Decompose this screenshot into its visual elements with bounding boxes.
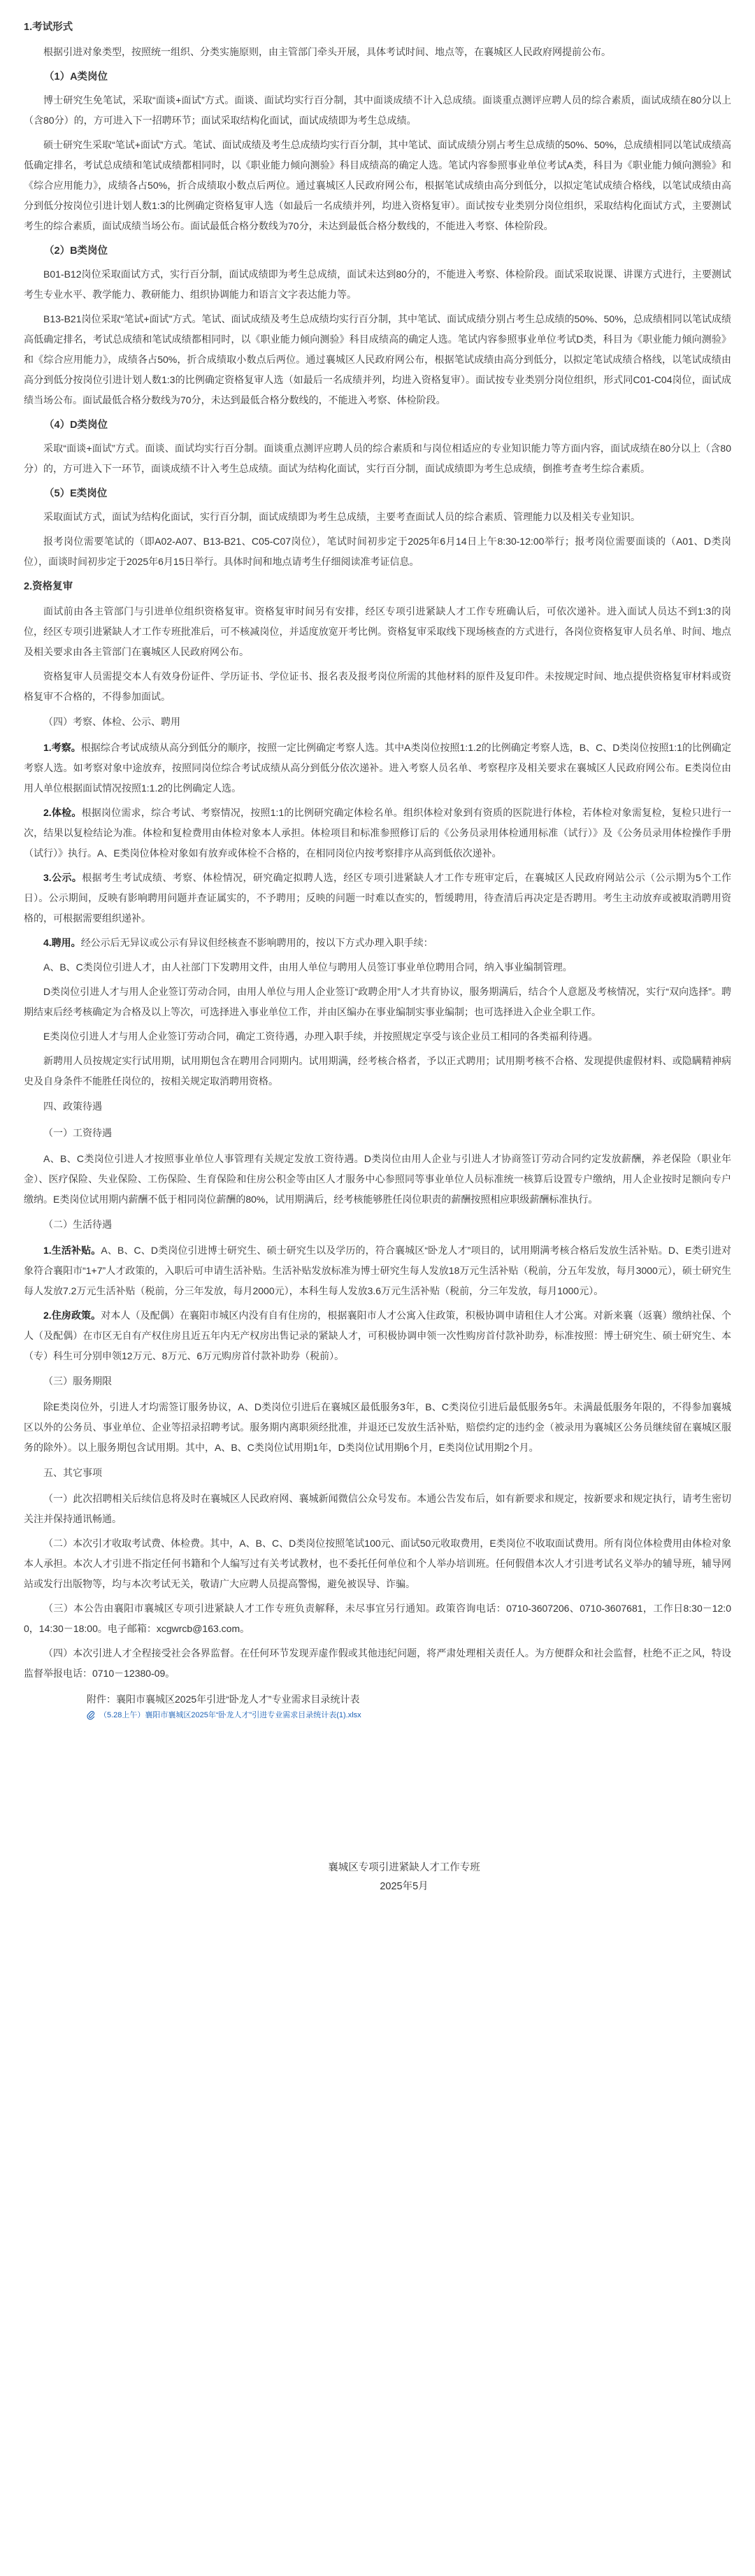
paragraph (24, 803, 731, 864)
section-heading: 1.考试形式 (24, 22, 73, 33)
paragraph-text: 经公示后无异议或公示有异议但经核查不影响聘用的，按以下方式办理入职手续： (80, 937, 433, 948)
subsection-heading: （4）D类岗位 (44, 420, 108, 431)
paragraph: 资格复审人员需提交本人有效身份证件、学历证书、学位证书、报名表及报考岗位所需的其他材料的原件及复印件。未按规定时间、地点提供资格复审材料或资格复审不合格的，不得参加面试。 (24, 671, 731, 702)
signature-date: 2025年5月 (380, 1881, 429, 1892)
attachment-label: 附件：襄阳市襄城区2025年引进“卧龙人才”专业需求目录统计表 (87, 1694, 360, 1705)
paragraph: 新聘用人员按规定实行试用期，试用期包含在聘用合同期内。试用期满，经考核合格者，予以正式聘用；试用期考核不合格、发现提供虚假材料、或隐瞒精神病史及自身条件不能胜任岗位的，按相关规定取消聘用资格。 (24, 1055, 731, 1087)
attachment-filename[interactable]: （5.28上午）襄阳市襄城区2025年“卧龙人才”引进专业需求目录统计表(1).xlsx (99, 1711, 361, 1719)
paragraph: B01-B12岗位采取面试方式，实行百分制，面试成绩即为考生总成绩，面试未达到80分的，不能进入考察、体检阶段。面试采取说课、讲课方式进行，主要测试考生专业水平、教学能力、教研能力、组织协调能力和语言文字表达能力等。 (24, 269, 731, 300)
paragraph-lead: 3.公示。 (43, 872, 82, 883)
paragraph-lead: 2.住房政策。 (43, 1310, 101, 1321)
paragraph-text: 根据岗位需求，综合考试、考察情况，按照1:1的比例研究确定体检名单。组织体检对象到有资质的医院进行体检，若体检对象需复检，复检只进行一次，结果以复检结论为准。体检和复检费用由体检对象本人承担。体检项目和标准参照修订后的《公务员录用体检通用标准（试行）》及《公务员录用体检操作手册（试行）》执行。A、E类岗位体检对象如有放弃或体检不合格的，在相同岗位内按考察排序从高到低依次递补。 (24, 807, 731, 859)
paragraph: 除E类岗位外，引进人才均需签订服务协议，A、D类岗位引进后在襄城区最低服务3年，B、C类岗位引进后最低服务5年。未满最低服务年限的，不得参加襄城区以外的公务员、事业单位、企业等招录招聘考试。服务期内离职须经批准，并退还已发放生活补贴，赔偿约定的违约金（被录用为襄城区公务员继续留在襄城区服务的除外）。以上服务期包含试用期。其中，A、B、C类岗位试用期1年，D类岗位试用期6个月，E类岗位试用期2个月。 (24, 1401, 731, 1453)
paragraph-lead: 4.聘用。 (43, 937, 81, 948)
paragraph-text: 对本人（及配偶）在襄阳市城区内没有自有住房的，根据襄阳市人才公寓入住政策，积极协调申请租住人才公寓。对新来襄（返襄）缴纳社保、个人（及配偶）在市区无自有产权住房且近五年内无产权房出售记录的紧缺人才，可积极协调申领一次性购房首付款补助券，标准按照：博士研究生、硕士研究生、本（专）科生可分别申领12万元、8万元、6万元购房首付款补助券（税前）。 (24, 1310, 731, 1361)
paragraph-text: A、B、C、D类岗位引进博士研究生、硕士研究生以及学历的，符合襄城区“卧龙人才”项目的，试用期满考核合格后发放生活补贴。D、E类引进对象符合襄阳市“1+7”人才政策的，入职后可申请生活补贴。生活补贴发放标准为博士研究生每人发放18万元生活补贴（税前，分五年发放，每月3000元），硕士研究生每人发放7.2万元生活补贴（税前，分三年发放，每月2000元），本科生每人发放3.6万元生活补贴（税前，分三年发放，每月1000元）。 (24, 1245, 731, 1296)
paragraph: D类岗位引进人才与用人企业签订劳动合同，由用人单位与用人企业签订“政聘企用”人才共育协议，服务期满后，结合个人意愿及考核情况，实行“双向选择”。聘期结束后经考核确定为合格及以上等次，可选择进入事业单位工作，并由区编办在事业编制实事业编制；也可选择进入企业全职工作。 (24, 986, 731, 1017)
paragraph: 根据引进对象类型，按照统一组织、分类实施原则，由主管部门牵头开展，具体考试时间、地点等，在襄城区人民政府网提前公布。 (43, 46, 611, 57)
paragraph: B13-B21岗位采取“笔试+面试”方式。笔试、面试成绩及考生总成绩均实行百分制，其中笔试、面试成绩分别占考生总成绩的50%、50%，总成绩相同以笔试成绩高低确定排名，考试总成绩和笔试成绩都相同时，以《职业能力倾向测验》科目成绩高的确定人选。笔试内容参照事业单位考试D类，科目为《职业能力倾向测验》和《综合应用能力》，成绩各占50%，折合成绩取小数点后两位。通过襄城区人民政府网公布，根据笔试成绩由高分到低分，以拟定笔试成绩合格线，以笔试成绩由高分到低分按岗位引进计划人数1:3的比例确定资格复审人选（如最后一名成绩并列，均进入资格复审）。面试按专业类别分岗位组织，形式同C01-C04岗位，面试成绩当场公布。面试最低合格分数线为70分，未达到最低合格分数线的，不能进入考察、体检阶段。 (24, 313, 731, 406)
paperclip-icon (87, 1710, 95, 1720)
part-heading: 四、政策待遇 (43, 1101, 102, 1112)
paragraph-lead: 1.生活补贴。 (43, 1245, 101, 1256)
part-heading: 五、其它事项 (43, 1467, 102, 1478)
paragraph: 采取面试方式，面试为结构化面试，实行百分制，面试成绩即为考生总成绩，主要考查面试人员的综合素质、管理能力以及相关专业知识。 (43, 511, 640, 522)
part-heading: （二）生活待遇 (43, 1219, 112, 1230)
subsection-heading: （5）E类岗位 (44, 488, 108, 499)
paragraph: 博士研究生免笔试，采取“面谈+面试”方式。面谈、面试均实行百分制，其中面谈成绩不计入总成绩。面谈重点测评应聘人员的综合素质，面试成绩在80分以上（含80分）的，方可进入下一招聘环节；面试采取结构化面试，面试成绩即为考生总成绩。 (24, 94, 731, 126)
paragraph: 报考岗位需要笔试的（即A02-A07、B13-B21、C05-C07岗位），笔试时间初步定于2025年6月14日上午8:30-12:00举行；报考岗位需要面谈的（A01、D类岗位），面谈时间初步定于2025年6月15日举行。具体时间和地点请考生仔细阅读准考证信息。 (24, 536, 731, 567)
paragraph-lead: 2.体检。 (43, 807, 82, 818)
paragraph: （四）本次引进人才全程接受社会各界监督。在任何环节发现弄虚作假或其他违纪问题，将严肃处理相关责任人。为方便群众和社会监督，杜绝不正之风，特设监督举报电话：0710－12380-09。 (24, 1647, 731, 1679)
paragraph: 采取“面谈+面试”方式。面谈、面试均实行百分制。面谈重点测评应聘人员的综合素质和与岗位相适应的专业知识能力等方面内容，面试成绩在80分以上（含80分）的，方可进入下一环节，面谈成绩不计入考生总成绩。面试为结构化面试，实行百分制，面试成绩即为考生总成绩，倒推考查考生综合素质。 (24, 443, 731, 474)
section-heading: 2.资格复审 (24, 581, 73, 592)
paragraph: 面试前由各主管部门与引进单位组织资格复审。资格复审时间另有安排，经区专项引进紧缺人才工作专班确认后，可依次递补。进入面试人员达不到1:3的岗位，经区专项引进紧缺人才工作专班批准后，可不核减岗位，并适度放宽开考比例。资格复审采取线下现场核查的方式进行，各岗位资格复审人员名单、时间、地点及相关要求由各主管部门在襄城区人民政府网公布。 (24, 606, 731, 657)
paragraph (24, 1240, 731, 1301)
paragraph: （二）本次引才收取考试费、体检费。其中，A、B、C、D类岗位按照笔试100元、面试50元收取费用，E类岗位不收取面试费用。所有岗位体检费用由体检对象本人承担。本次人才引进不指定任何书籍和个人编写过有关考试教材，也不委托任何单位和个人举办培训班。任何假借本次人才引进考试名义举办的辅导班，辅导网站或发行出版物等，均与本次考试无关，敬请广大应聘人员提高警惕，避免被误导、诈骗。 (24, 1538, 731, 1589)
document-body (24, 14, 731, 1896)
paragraph (24, 738, 731, 799)
paragraph-text: 根据综合考试成绩从高分到低分的顺序，按照一定比例确定考察人选。其中A类岗位按照1:1.2的比例确定考察人选，B、C、D类岗位按照1:1的比例确定考察人选。如考察对象中途放弃，按照同岗位综合考试成绩从高分到低分依次递补。进入考察人员名单、考察程序及相关要求在襄城区人民政府网公布。E类岗位由用人单位根据面试情况按照1:1.2的比例确定人选。 (24, 742, 731, 794)
paragraph: （一）此次招聘相关后续信息将及时在襄城区人民政府网、襄城新闻微信公众号发布。本通公告发布后，如有新要求和规定，按新要求和规定执行，请考生密切关注并保持通讯畅通。 (24, 1493, 731, 1524)
paragraph-text: 根据考生考试成绩、考察、体检情况，研究确定拟聘人选，经区专项引进紧缺人才工作专班审定后，在襄城区人民政府网站公示（公示期为5个工作日）。公示期间，反映有影响聘用问题并查证属实的，不予聘用；反映的问题一时难以查实的，暂缓聘用，待查清后再决定是否聘用。考生主动放弃或被取消聘用资格的，可根据需要组织递补。 (24, 872, 731, 924)
subsection-heading: （2）B类岗位 (44, 245, 108, 257)
paragraph (24, 868, 731, 929)
paragraph: （三）本公告由襄阳市襄城区专项引进紧缺人才工作专班负责解释，未尽事宜另行通知。政策咨询电话：0710-3607206、0710-3607681，工作日8:30－12:00，14:30－18:00。电子邮箱：xcgwrcb@163.com。 (24, 1603, 731, 1634)
subsection-heading: （1）A类岗位 (44, 71, 108, 83)
part-heading: （三）服务期限 (43, 1375, 112, 1387)
attachment-link[interactable] (87, 1709, 731, 1722)
paragraph-lead: 1.考察。 (43, 742, 81, 753)
signature-block (50, 1859, 755, 1896)
paragraph: 硕士研究生采取“笔试+面试”方式。笔试、面试成绩及考生总成绩均实行百分制，其中笔试、面试成绩分别占考生总成绩的50%、50%，总成绩相同以笔试成绩高低确定排名，考试总成绩和笔试成绩都相同时，以《职业能力倾向测验》科目成绩高的确定人选。笔试内容参照事业单位考试A类，科目为《职业能力倾向测验》和《综合应用能力》，成绩各占50%，折合成绩取小数点后两位。通过襄城区人民政府网公布，根据笔试成绩由高分到低分，以拟定笔试成绩合格线，以笔试成绩由高分到低分按岗位引进计划人数1:3的比例确定资格复审人选（如最后一名成绩并列，均进入资格复审）。面试按专业类别分岗位组织，采取结构化面试方式，主要测试考生的综合素质，面试成绩当场公布。面试最低合格分数线为70分，未达到最低合格分数线的，不能进入考察、体检阶段。 (24, 139, 731, 231)
paragraph (24, 933, 731, 953)
announcement-sections (24, 17, 731, 1684)
signature-org: 襄城区专项引进紧缺人才工作专班 (328, 1862, 480, 1873)
part-heading: （一）工资待遇 (43, 1127, 112, 1138)
paragraph: A、B、C类岗位引进人才按照事业单位人事管理有关规定发放工资待遇。D类岗位由用人企业与引进人才协商签订劳动合同约定发放薪酬，养老保险（职业年金）、医疗保险、失业保险、工伤保险、生育保险和住房公积金等由区人才服务中心参照同等事业单位人员标准统一核算后设置专户缴纳，用人企业按时足额向专户缴纳。E类岗位试用期内薪酬不低于相同岗位薪酬的80%，试用期满后，经考核能够胜任岗位职责的薪酬按照相应职级薪酬标准执行。 (24, 1153, 731, 1205)
paragraph (24, 1305, 731, 1366)
paragraph: E类岗位引进人才与用人企业签订劳动合同，确定工资待遇，办理入职手续，并按照规定享受与该企业员工相同的各类福利待遇。 (43, 1031, 598, 1042)
paragraph: A、B、C类岗位引进人才，由人社部门下发聘用文件，由用人单位与聘用人员签订事业单位聘用合同，纳入事业编制管理。 (43, 961, 573, 973)
part-heading: （四）考察、体检、公示、聘用 (43, 716, 180, 727)
